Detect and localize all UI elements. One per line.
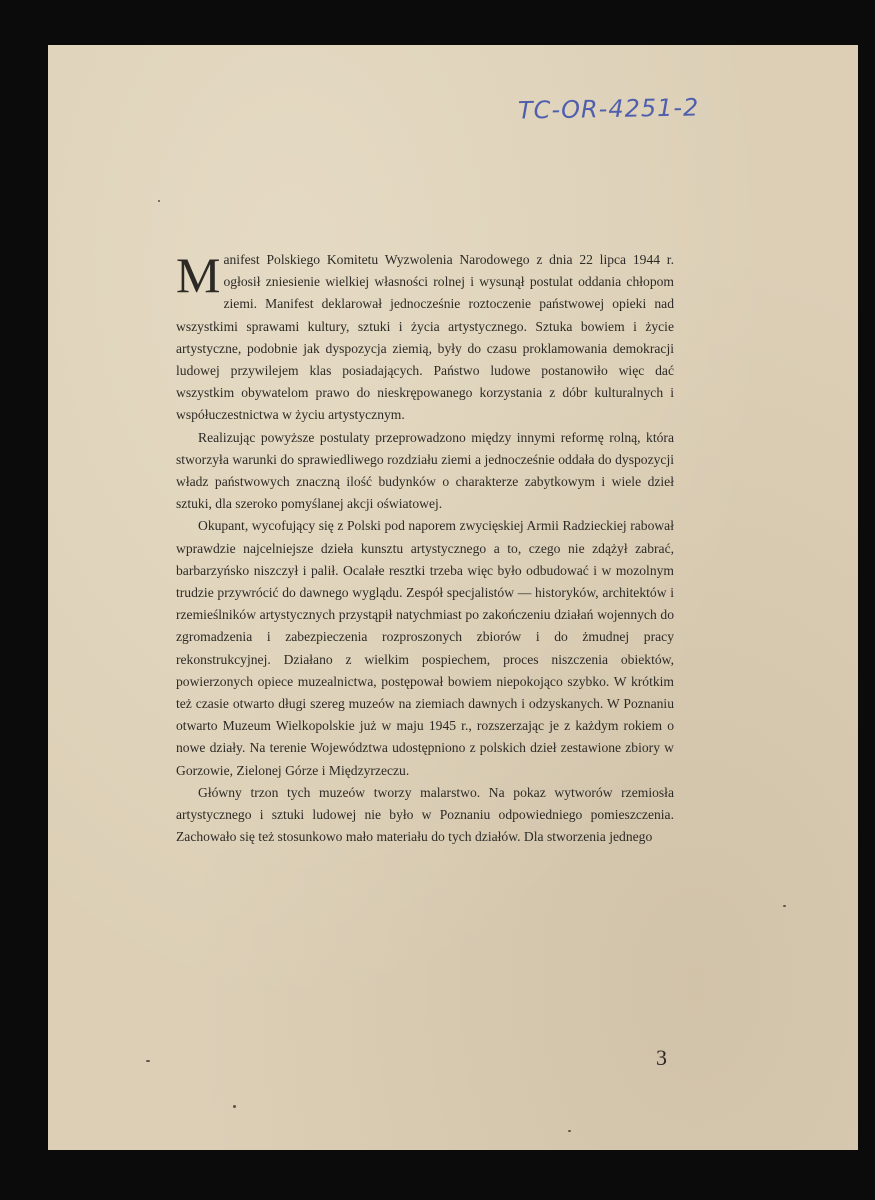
paragraph-1-text: anifest Polskiego Komitetu Wyzwolenia Narodowego z dnia 22 lipca 1944 r. ogłosił zniesienie wielkiej własności rolnej i wysunął postulat oddania chłopom ziemi. Manifest deklarował jednocześnie roztoczenie państwowej opieki nad wszystkimi sprawami kultury, sztuki i życia artystycznego. Sztuka bowiem i życie artystyczne, podobnie jak dyspozycja ziemią, były do czasu proklamowania demokracji ludowej przywilejem klas posiadających. Państwo ludowe postanowiło więc dać wszystkim obywatelom prawo do nieskrępowanego korzystania z dóbr kulturalnych i współuczestnictwa w życiu artystycznym. — [176, 252, 674, 423]
page-number: 3 — [656, 1045, 667, 1070]
paper-speck — [568, 1130, 571, 1132]
body-text — [176, 249, 674, 848]
paper-speck — [146, 1060, 150, 1062]
paragraph-1 — [176, 249, 674, 427]
document-page — [48, 45, 858, 1150]
paper-speck — [783, 905, 786, 907]
paragraph-4: Główny trzon tych muzeów tworzy malarstwo. Na pokaz wytworów rzemiosła artystycznego i sztuki ludowej nie było w Poznaniu odpowiedniego pomieszczenia. Zachowało się też stosunkowo mało materiału do tych działów. Dla stworzenia jednego — [176, 784, 674, 845]
paper-speck — [158, 200, 160, 202]
paragraph-2: Realizując powyższe postulaty przeprowadzono między innymi reformę rolną, która stworzyła warunki do sprawiedliwego rozdziału ziemi a jednocześnie oddała do dyspozycji władz państwowych znaczną ilość budynków o charakterze zabytkowym i wiele dzieł sztuki, dla szeroko pomyślanej akcji oświatowej. — [176, 429, 674, 512]
paper-speck — [233, 1105, 236, 1108]
drop-cap-initial: M — [176, 247, 221, 303]
archive-signature-mark: TC-OR-4251-2 — [517, 93, 700, 125]
paragraph-3: Okupant, wycofujący się z Polski pod naporem zwycięskiej Armii Radzieckiej rabował wprawdzie najcelniejsze dzieła kunsztu artystycznego a to, czego nie zdążył zabrać, barbarzyńsko niszczył i palił. Ocalałe resztki trzeba więc było odbudować i w mozolnym trudzie przywrócić do dawnego wyglądu. Zespół specjalistów — historyków, architektów i rzemieślników artystycznych przystąpił natychmiast po zakończeniu działań wojennych do zgromadzenia i zabezpieczenia rozproszonych zbiorów i do żmudnej pracy rekonstrukcyjnej. Działano z wielkim pospiechem, proces niszczenia obiektów, powierzonych opiece muzealnictwa, postępował bowiem niepokojąco szybko. W krótkim też czasie otwarto długi szereg muzeów na ziemiach dawnych i odzyskanych. W Poznaniu otwarto Muzeum Wielkopolskie już w maju 1945 r., rozszerzając je z każdym rokiem o nowe działy. Na terenie Województwa udostępniono z polskich dzieł zestawione zbiory w Gorzowie, Zielonej Górze i Międzyrzeczu. — [176, 518, 674, 778]
